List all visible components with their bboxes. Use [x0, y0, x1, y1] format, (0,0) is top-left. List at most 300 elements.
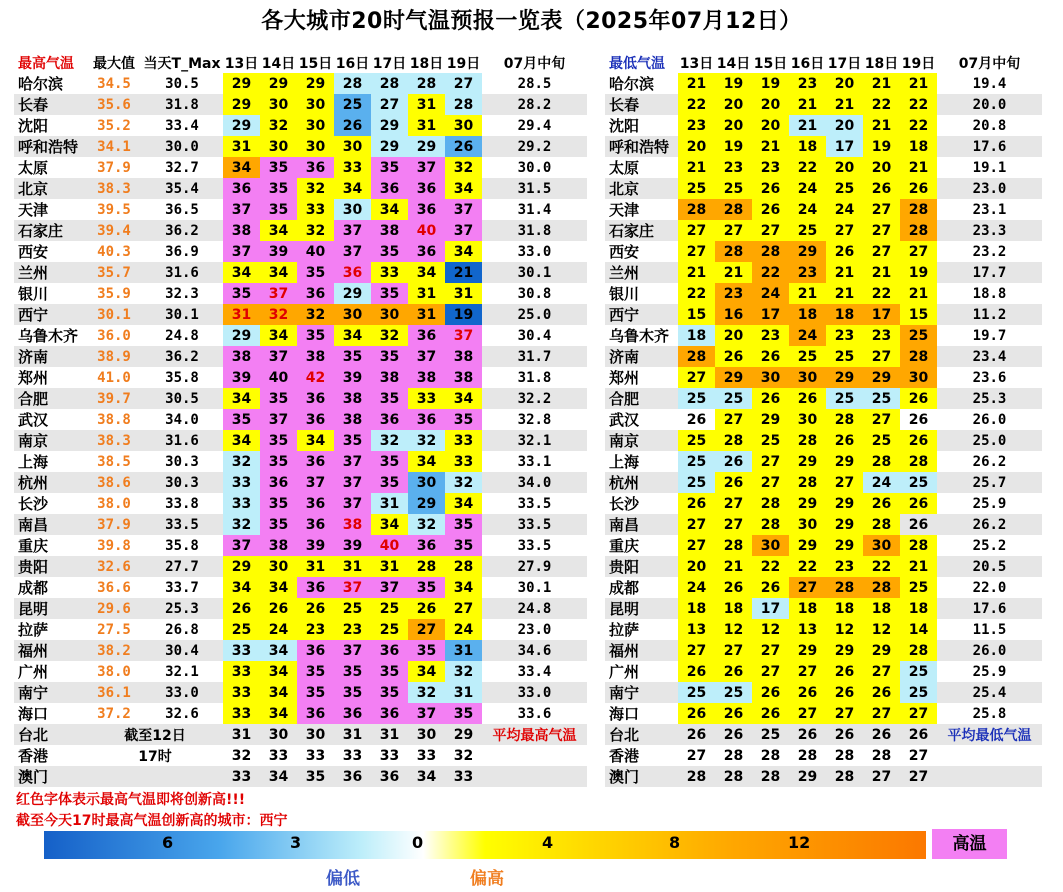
forecast-cell: 32 [445, 745, 482, 766]
forecast-cell: 23 [715, 283, 752, 304]
city-name: 武汉 [605, 409, 678, 430]
today-max: 35.8 [141, 535, 223, 556]
forecast-cell: 19 [445, 304, 482, 325]
table-row [14, 136, 587, 157]
record-max: 38.2 [87, 640, 141, 661]
record-max: 37.2 [87, 703, 141, 724]
forecast-cell: 19 [752, 73, 789, 94]
record-max: 30.1 [87, 304, 141, 325]
forecast-cell: 28 [863, 745, 900, 766]
forecast-cell: 27 [863, 661, 900, 682]
table-row [605, 640, 1042, 661]
forecast-cell: 28 [678, 346, 715, 367]
city-name: 南昌 [14, 514, 87, 535]
forecast-cell: 32 [408, 430, 445, 451]
forecast-cell: 34 [260, 661, 297, 682]
table-row [14, 598, 587, 619]
table-row [605, 766, 1042, 787]
table-row [14, 724, 587, 745]
table-row [605, 745, 1042, 766]
forecast-cell: 28 [408, 73, 445, 94]
forecast-cell: 37 [445, 199, 482, 220]
cutoff-label: 截至12日 [87, 724, 223, 745]
decade-avg: 28.5 [482, 73, 587, 94]
forecast-cell: 26 [715, 703, 752, 724]
decade-avg: 27.9 [482, 556, 587, 577]
forecast-cell: 36 [408, 199, 445, 220]
forecast-cell: 26 [408, 598, 445, 619]
forecast-cell: 15 [900, 304, 937, 325]
forecast-cell: 26 [826, 661, 863, 682]
forecast-cell: 38 [297, 346, 334, 367]
city-name: 长春 [14, 94, 87, 115]
decade-avg: 24.8 [482, 598, 587, 619]
city-name: 南昌 [605, 514, 678, 535]
record-max: 27.5 [87, 619, 141, 640]
city-name: 太原 [14, 157, 87, 178]
table-row [605, 430, 1042, 451]
record-max: 37.9 [87, 157, 141, 178]
decade-avg [482, 745, 587, 766]
forecast-cell: 31 [223, 136, 260, 157]
forecast-cell: 23 [863, 325, 900, 346]
forecast-cell: 26 [752, 682, 789, 703]
forecast-cell: 24 [752, 283, 789, 304]
forecast-cell: 27 [826, 472, 863, 493]
forecast-cell: 20 [826, 115, 863, 136]
table-row [605, 304, 1042, 325]
forecast-cell: 20 [826, 73, 863, 94]
forecast-cell: 22 [900, 115, 937, 136]
decade-avg: 31.8 [482, 220, 587, 241]
forecast-cell: 21 [900, 157, 937, 178]
forecast-cell: 28 [900, 451, 937, 472]
today-max: 27.7 [141, 556, 223, 577]
table-row [605, 472, 1042, 493]
forecast-cell: 25 [863, 430, 900, 451]
forecast-cell: 30 [752, 367, 789, 388]
city-name: 香港 [14, 745, 87, 766]
table-row [14, 262, 587, 283]
forecast-cell: 30 [260, 136, 297, 157]
city-name: 贵阳 [605, 556, 678, 577]
forecast-cell: 35 [297, 325, 334, 346]
forecast-cell: 28 [826, 409, 863, 430]
forecast-cell: 35 [334, 430, 371, 451]
forecast-cell: 28 [715, 241, 752, 262]
forecast-cell: 36 [297, 514, 334, 535]
forecast-cell: 26 [678, 493, 715, 514]
forecast-cell: 27 [678, 640, 715, 661]
forecast-cell: 27 [752, 640, 789, 661]
forecast-cell: 31 [334, 724, 371, 745]
city-name: 长沙 [14, 493, 87, 514]
forecast-cell: 26 [334, 115, 371, 136]
legend-label: 12 [788, 833, 811, 852]
column-header: 18日 [864, 55, 899, 72]
forecast-cell: 21 [752, 136, 789, 157]
city-name: 呼和浩特 [605, 136, 678, 157]
table-row [605, 325, 1042, 346]
forecast-cell: 29 [863, 367, 900, 388]
forecast-cell: 33 [371, 262, 408, 283]
forecast-cell: 36 [260, 472, 297, 493]
forecast-cell: 24 [789, 199, 826, 220]
forecast-cell: 31 [223, 304, 260, 325]
forecast-cell: 19 [863, 136, 900, 157]
forecast-cell: 38 [371, 220, 408, 241]
city-name: 海口 [14, 703, 87, 724]
table-row [605, 136, 1042, 157]
column-header: 17日 [372, 55, 407, 72]
table-row [14, 283, 587, 304]
decade-avg: 25.7 [937, 472, 1042, 493]
forecast-cell: 36 [297, 577, 334, 598]
forecast-cell: 29 [826, 640, 863, 661]
forecast-cell: 33 [223, 661, 260, 682]
forecast-cell: 29 [826, 535, 863, 556]
decade-avg: 25.0 [937, 430, 1042, 451]
decade-avg: 23.6 [937, 367, 1042, 388]
forecast-cell: 38 [260, 535, 297, 556]
forecast-cell: 18 [863, 598, 900, 619]
city-name: 澳门 [14, 766, 87, 787]
forecast-cell: 26 [715, 577, 752, 598]
forecast-cell: 15 [678, 304, 715, 325]
forecast-cell: 38 [334, 388, 371, 409]
forecast-cell: 26 [900, 178, 937, 199]
forecast-cell: 30 [260, 724, 297, 745]
forecast-cell: 27 [715, 409, 752, 430]
forecast-cell: 18 [900, 598, 937, 619]
forecast-cell: 25 [678, 451, 715, 472]
city-name: 上海 [14, 451, 87, 472]
record-max: 38.8 [87, 409, 141, 430]
forecast-cell: 34 [371, 199, 408, 220]
record-max: 38.0 [87, 661, 141, 682]
forecast-cell: 27 [826, 703, 863, 724]
forecast-cell: 36 [408, 535, 445, 556]
forecast-cell: 25 [678, 682, 715, 703]
forecast-cell: 34 [260, 766, 297, 787]
forecast-cell: 24 [260, 619, 297, 640]
forecast-cell: 21 [789, 283, 826, 304]
forecast-cell: 34 [297, 430, 334, 451]
today-max: 32.3 [141, 283, 223, 304]
decade-avg: 33.1 [482, 451, 587, 472]
forecast-cell: 25 [678, 430, 715, 451]
forecast-cell: 35 [260, 493, 297, 514]
cutoff-time: 17时 [87, 745, 223, 766]
forecast-cell: 32 [223, 451, 260, 472]
legend-low-label: 偏低 [326, 869, 360, 889]
forecast-cell: 22 [863, 283, 900, 304]
forecast-cell: 36 [408, 178, 445, 199]
forecast-cell: 21 [900, 283, 937, 304]
forecast-cell: 34 [223, 262, 260, 283]
forecast-cell: 26 [715, 472, 752, 493]
forecast-cell: 40 [260, 367, 297, 388]
forecast-cell: 37 [334, 640, 371, 661]
forecast-cell: 26 [863, 493, 900, 514]
table-row [14, 346, 587, 367]
forecast-cell: 25 [715, 178, 752, 199]
forecast-cell: 20 [863, 157, 900, 178]
forecast-cell: 35 [260, 157, 297, 178]
column-header: 07月中旬 [958, 55, 1021, 72]
forecast-cell: 25 [826, 346, 863, 367]
forecast-cell: 27 [863, 766, 900, 787]
forecast-cell: 24 [789, 325, 826, 346]
decade-avg: 28.2 [482, 94, 587, 115]
decade-avg: 25.9 [937, 661, 1042, 682]
today-max: 33.0 [141, 682, 223, 703]
forecast-cell: 21 [863, 73, 900, 94]
forecast-cell: 21 [826, 94, 863, 115]
decade-avg: 23.0 [482, 619, 587, 640]
forecast-cell: 27 [752, 472, 789, 493]
forecast-cell: 26 [826, 241, 863, 262]
forecast-cell: 25 [334, 94, 371, 115]
today-max: 35.8 [141, 367, 223, 388]
forecast-cell: 28 [445, 94, 482, 115]
forecast-cell: 25 [900, 661, 937, 682]
forecast-cell: 36 [297, 640, 334, 661]
table-row [14, 409, 587, 430]
forecast-cell: 17 [863, 304, 900, 325]
city-name: 太原 [605, 157, 678, 178]
forecast-cell: 35 [371, 388, 408, 409]
record-max: 39.5 [87, 199, 141, 220]
forecast-cell: 38 [445, 367, 482, 388]
forecast-cell: 35 [371, 157, 408, 178]
forecast-cell: 37 [223, 535, 260, 556]
decade-avg: 25.8 [937, 703, 1042, 724]
city-name: 银川 [14, 283, 87, 304]
forecast-cell: 30 [752, 535, 789, 556]
forecast-cell: 31 [223, 724, 260, 745]
forecast-cell: 28 [715, 766, 752, 787]
forecast-cell: 34 [260, 262, 297, 283]
forecast-cell: 18 [715, 598, 752, 619]
forecast-cell: 21 [789, 94, 826, 115]
forecast-cell: 26 [715, 661, 752, 682]
decade-avg: 25.0 [482, 304, 587, 325]
forecast-cell: 36 [408, 241, 445, 262]
forecast-cell: 30 [334, 199, 371, 220]
forecast-cell: 34 [408, 262, 445, 283]
forecast-cell: 31 [408, 115, 445, 136]
forecast-cell: 26 [863, 178, 900, 199]
forecast-cell: 35 [260, 388, 297, 409]
forecast-cell: 36 [408, 325, 445, 346]
forecast-cell: 22 [789, 556, 826, 577]
forecast-cell: 35 [260, 451, 297, 472]
forecast-cell: 28 [863, 451, 900, 472]
forecast-cell: 27 [863, 703, 900, 724]
forecast-cell: 30 [297, 115, 334, 136]
record-max: 38.3 [87, 178, 141, 199]
forecast-cell: 27 [752, 661, 789, 682]
forecast-cell: 35 [371, 283, 408, 304]
table-row [14, 661, 587, 682]
city-name: 长春 [605, 94, 678, 115]
forecast-cell: 19 [900, 262, 937, 283]
forecast-cell: 30 [789, 514, 826, 535]
forecast-cell: 22 [863, 94, 900, 115]
forecast-cell: 25 [826, 388, 863, 409]
record-max: 39.8 [87, 535, 141, 556]
decade-avg: 33.4 [482, 661, 587, 682]
forecast-cell: 34 [334, 178, 371, 199]
forecast-cell: 32 [445, 472, 482, 493]
forecast-cell: 28 [678, 766, 715, 787]
forecast-cell: 25 [752, 430, 789, 451]
forecast-cell: 18 [826, 598, 863, 619]
avg-low-label: 平均最低气温 [937, 724, 1042, 745]
forecast-cell: 31 [371, 724, 408, 745]
forecast-cell: 26 [826, 724, 863, 745]
forecast-cell: 25 [752, 724, 789, 745]
forecast-cell: 30 [445, 115, 482, 136]
record-max: 34.5 [87, 73, 141, 94]
forecast-cell: 38 [408, 367, 445, 388]
forecast-cell: 27 [445, 73, 482, 94]
decade-avg: 30.1 [482, 577, 587, 598]
column-header: 16日 [335, 55, 370, 72]
record-max: 36.1 [87, 682, 141, 703]
forecast-cell: 20 [678, 556, 715, 577]
forecast-cell: 25 [789, 220, 826, 241]
column-header: 最高气温 [18, 55, 74, 72]
today-max: 30.0 [141, 136, 223, 157]
city-name: 沈阳 [605, 115, 678, 136]
forecast-cell: 30 [408, 724, 445, 745]
forecast-cell: 34 [408, 661, 445, 682]
today-max: 26.8 [141, 619, 223, 640]
record-max: 35.9 [87, 283, 141, 304]
forecast-cell: 38 [334, 514, 371, 535]
forecast-cell: 39 [260, 241, 297, 262]
forecast-cell: 17 [826, 136, 863, 157]
forecast-cell: 29 [789, 640, 826, 661]
column-header: 16日 [790, 55, 825, 72]
forecast-cell: 32 [297, 178, 334, 199]
forecast-cell: 37 [408, 157, 445, 178]
forecast-cell: 22 [678, 94, 715, 115]
table-row [605, 556, 1042, 577]
forecast-cell: 33 [223, 493, 260, 514]
forecast-cell: 34 [334, 325, 371, 346]
forecast-cell: 36 [297, 493, 334, 514]
table-row [14, 493, 587, 514]
forecast-cell: 26 [297, 598, 334, 619]
city-name: 兰州 [605, 262, 678, 283]
forecast-cell: 20 [715, 325, 752, 346]
table-row [605, 157, 1042, 178]
column-header: 最大值 [93, 55, 135, 72]
column-header: 15日 [298, 55, 333, 72]
forecast-cell: 38 [223, 220, 260, 241]
decade-avg: 19.4 [937, 73, 1042, 94]
today-max: 32.7 [141, 157, 223, 178]
column-header: 07月中旬 [503, 55, 566, 72]
decade-avg: 26.2 [937, 451, 1042, 472]
record-max: 38.9 [87, 346, 141, 367]
forecast-cell: 18 [826, 304, 863, 325]
table-row [14, 73, 587, 94]
forecast-cell: 29 [334, 283, 371, 304]
forecast-cell: 27 [678, 241, 715, 262]
decade-avg: 11.2 [937, 304, 1042, 325]
forecast-cell: 21 [715, 556, 752, 577]
record-max: 32.6 [87, 556, 141, 577]
forecast-cell: 35 [371, 472, 408, 493]
decade-avg: 17.6 [937, 598, 1042, 619]
forecast-cell: 20 [715, 94, 752, 115]
city-name: 南京 [14, 430, 87, 451]
forecast-cell: 35 [445, 703, 482, 724]
column-header: 19日 [446, 55, 481, 72]
forecast-cell: 23 [826, 556, 863, 577]
forecast-cell: 34 [260, 325, 297, 346]
forecast-cell: 13 [789, 619, 826, 640]
decade-avg: 25.2 [937, 535, 1042, 556]
forecast-cell: 27 [900, 766, 937, 787]
forecast-cell: 26 [863, 682, 900, 703]
forecast-cell: 21 [715, 262, 752, 283]
decade-avg: 31.4 [482, 199, 587, 220]
forecast-cell: 21 [678, 262, 715, 283]
forecast-cell: 33 [223, 703, 260, 724]
forecast-cell: 20 [752, 115, 789, 136]
forecast-cell: 32 [260, 115, 297, 136]
forecast-cell: 27 [445, 598, 482, 619]
forecast-cell: 31 [408, 283, 445, 304]
forecast-cell: 34 [260, 577, 297, 598]
forecast-cell: 30 [334, 304, 371, 325]
forecast-cell: 29 [789, 766, 826, 787]
column-header: 13日 [224, 55, 259, 72]
city-name: 重庆 [14, 535, 87, 556]
forecast-cell: 37 [260, 283, 297, 304]
forecast-cell: 36 [371, 640, 408, 661]
forecast-cell: 14 [900, 619, 937, 640]
forecast-cell: 21 [900, 73, 937, 94]
table-row [14, 241, 587, 262]
forecast-cell: 17 [752, 304, 789, 325]
forecast-cell: 35 [223, 283, 260, 304]
forecast-cell: 28 [863, 577, 900, 598]
city-name: 拉萨 [605, 619, 678, 640]
forecast-cell: 23 [752, 325, 789, 346]
decade-avg: 23.0 [937, 178, 1042, 199]
forecast-cell: 37 [334, 493, 371, 514]
forecast-cell: 24 [789, 178, 826, 199]
forecast-cell: 38 [223, 346, 260, 367]
forecast-cell: 35 [371, 682, 408, 703]
forecast-cell: 22 [678, 283, 715, 304]
forecast-cell: 23 [297, 619, 334, 640]
forecast-cell: 36 [371, 178, 408, 199]
forecast-cell: 27 [408, 619, 445, 640]
forecast-cell: 32 [223, 745, 260, 766]
forecast-cell: 28 [789, 745, 826, 766]
forecast-cell: 28 [789, 472, 826, 493]
forecast-cell: 22 [900, 94, 937, 115]
forecast-cell: 21 [826, 262, 863, 283]
forecast-cell: 22 [752, 262, 789, 283]
